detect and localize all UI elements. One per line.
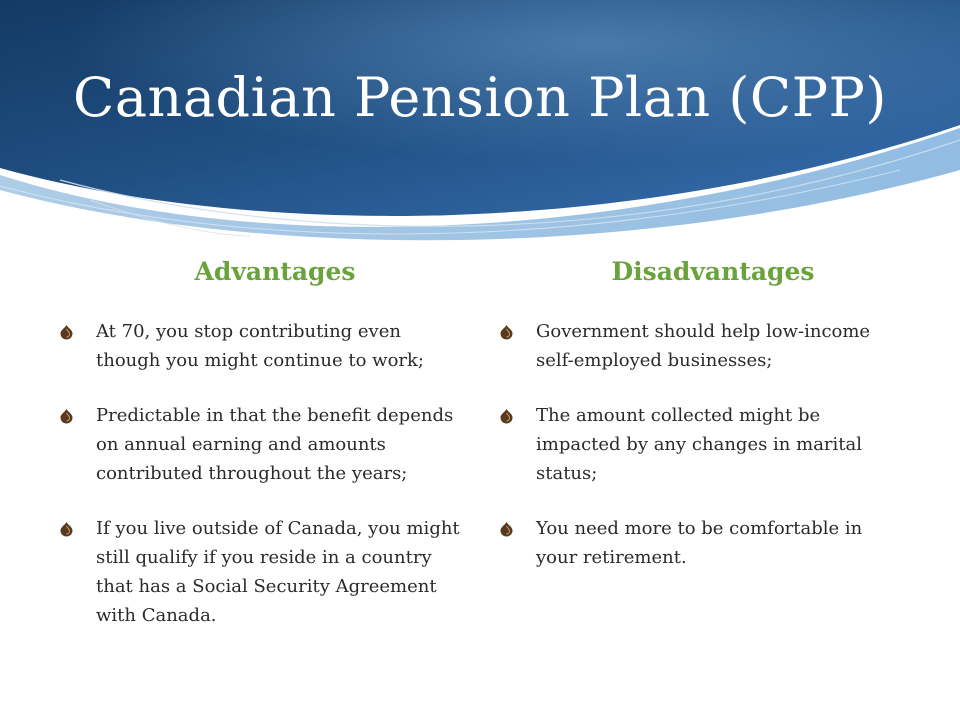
- fleuron-bullet-icon: [60, 522, 73, 537]
- disadvantages-heading: Disadvantages: [611, 257, 815, 286]
- list-item: [500, 317, 900, 375]
- fleuron-bullet-icon: [60, 409, 73, 424]
- list-item: [60, 514, 460, 630]
- fleuron-bullet-icon: [500, 325, 513, 340]
- fleuron-bullet-icon: [500, 409, 513, 424]
- disadvantage-text: The amount collected might be impacted by any changes in marital status;: [536, 405, 863, 484]
- fleuron-bullet-icon: [60, 325, 73, 340]
- disadvantage-text: Government should help low-income self-employed businesses;: [536, 321, 871, 371]
- disadvantages-list: [500, 317, 900, 572]
- disadvantage-text: You need more to be comfortable in your retirement.: [536, 518, 863, 568]
- advantage-text: If you live outside of Canada, you might still qualify if you reside in a country that has a Social Security Agreement with Canada.: [96, 518, 460, 626]
- list-item: [500, 514, 900, 572]
- list-item: [60, 401, 460, 488]
- slide-title: Canadian Pension Plan (CPP): [73, 66, 887, 129]
- advantages-list: [60, 317, 460, 630]
- advantages-column: [60, 255, 460, 656]
- advantage-text: Predictable in that the benefit depends on annual earning and amounts contributed throughout the years;: [96, 405, 454, 484]
- advantage-text: At 70, you stop contributing even though you might continue to work;: [96, 321, 424, 371]
- disadvantages-column: [500, 255, 900, 598]
- fleuron-bullet-icon: [500, 522, 513, 537]
- header-banner: [0, 0, 960, 260]
- list-item: [60, 317, 460, 375]
- list-item: [500, 401, 900, 488]
- advantages-heading: Advantages: [194, 257, 356, 286]
